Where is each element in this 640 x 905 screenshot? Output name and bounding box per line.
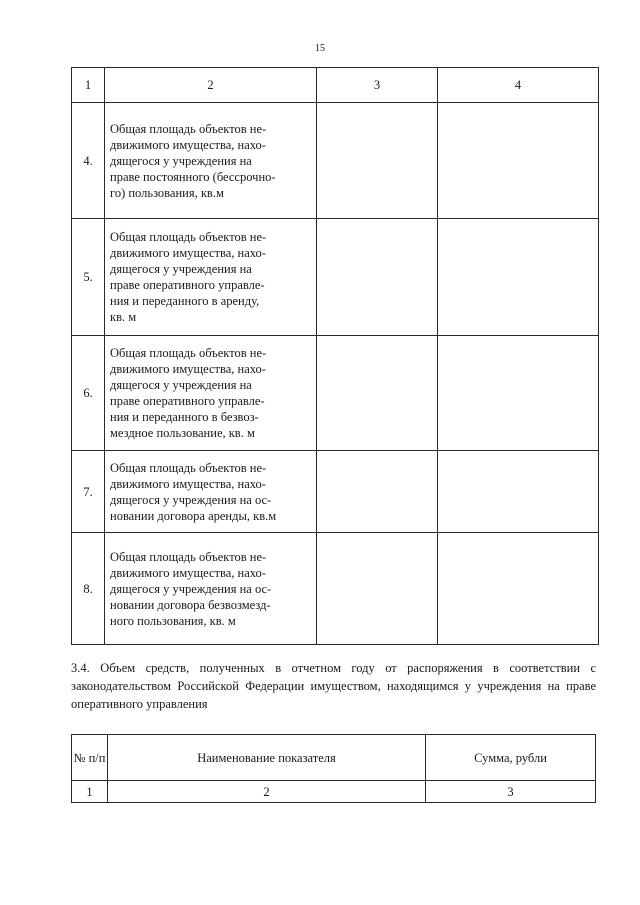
row-description (105, 336, 317, 451)
header-col-2: 2 (105, 68, 317, 103)
desc-line: мездное пользование, кв. м (110, 426, 255, 440)
desc-line: Общая площадь объектов не- (110, 549, 267, 564)
index-col-1: 1 (72, 781, 108, 803)
value-cell-col-3 (317, 336, 438, 451)
desc-line: Общая площадь объектов не- (110, 230, 267, 244)
desc-line: Общая площадь объектов не- (110, 121, 267, 136)
table-header-row (72, 68, 599, 103)
header-col-1: 1 (72, 68, 105, 103)
index-col-2: 2 (108, 781, 426, 803)
desc-line: движимого имущества, нахо- (110, 565, 266, 580)
header-indicator-name: Наименование показателя (108, 735, 426, 781)
desc-line: движимого имущества, нахо- (110, 362, 266, 376)
row-number: 8. (72, 533, 105, 645)
table-row (72, 451, 599, 533)
row-number: 4. (72, 103, 105, 219)
desc-line: новании договора аренды, кв.м (110, 508, 277, 523)
desc-line: дящегося у учреждения на (110, 262, 252, 276)
section-3-4-text: 3.4. Объем средств, полученных в отчетном году от распоряжения в соответствии с законодательством Российской Федерации имуществом, находящимся у учреждения на праве оперативного управления (71, 661, 596, 711)
desc-line: новании договора безвозмезд- (110, 597, 271, 612)
table-row (72, 103, 599, 219)
header-sum: Сумма, рубли (426, 735, 596, 781)
value-cell-col-3 (317, 451, 438, 533)
value-cell-col-4 (438, 219, 599, 336)
value-cell-col-3 (317, 103, 438, 219)
value-cell-col-3 (317, 533, 438, 645)
table-row (72, 336, 599, 451)
desc-line: дящегося у учреждения на ос- (110, 581, 272, 596)
desc-line: кв. м (110, 310, 137, 324)
desc-line: праве постоянного (бессрочно- (110, 169, 276, 184)
table-row (72, 533, 599, 645)
desc-line: движимого имущества, нахо- (110, 137, 266, 152)
value-cell-col-4 (438, 533, 599, 645)
row-number: 6. (72, 336, 105, 451)
desc-line: движимого имущества, нахо- (110, 476, 266, 491)
table-header-row (72, 735, 596, 781)
index-col-3: 3 (426, 781, 596, 803)
table-row (72, 219, 599, 336)
desc-line: движимого имущества, нахо- (110, 246, 266, 260)
header-number: № п/п (72, 735, 108, 781)
table-index-row (72, 781, 596, 803)
desc-line: дящегося у учреждения на (110, 378, 252, 392)
desc-line: го) пользования, кв.м (110, 185, 224, 200)
desc-line: дящегося у учреждения на ос- (110, 492, 272, 507)
header-col-3: 3 (317, 68, 438, 103)
desc-line: праве оперативного управле- (110, 278, 265, 292)
header-col-4: 4 (438, 68, 599, 103)
property-area-table (71, 67, 599, 645)
row-number: 7. (72, 451, 105, 533)
desc-line: праве оперативного управле- (110, 394, 265, 408)
row-description (105, 219, 317, 336)
value-cell-col-4 (438, 103, 599, 219)
desc-line: ного пользования, кв. м (110, 613, 236, 628)
row-number: 5. (72, 219, 105, 336)
value-cell-col-3 (317, 219, 438, 336)
desc-line: Общая площадь объектов не- (110, 460, 267, 475)
desc-line: ния и переданного в аренду, (110, 294, 260, 308)
row-description (105, 533, 317, 645)
desc-line: дящегося у учреждения на (110, 153, 252, 168)
row-description (105, 103, 317, 219)
row-description (105, 451, 317, 533)
desc-line: ния и переданного в безвоз- (110, 410, 259, 424)
desc-line: Общая площадь объектов не- (110, 346, 267, 360)
value-cell-col-4 (438, 451, 599, 533)
funds-table (71, 734, 596, 803)
value-cell-col-4 (438, 336, 599, 451)
page-number: 15 (315, 43, 325, 54)
